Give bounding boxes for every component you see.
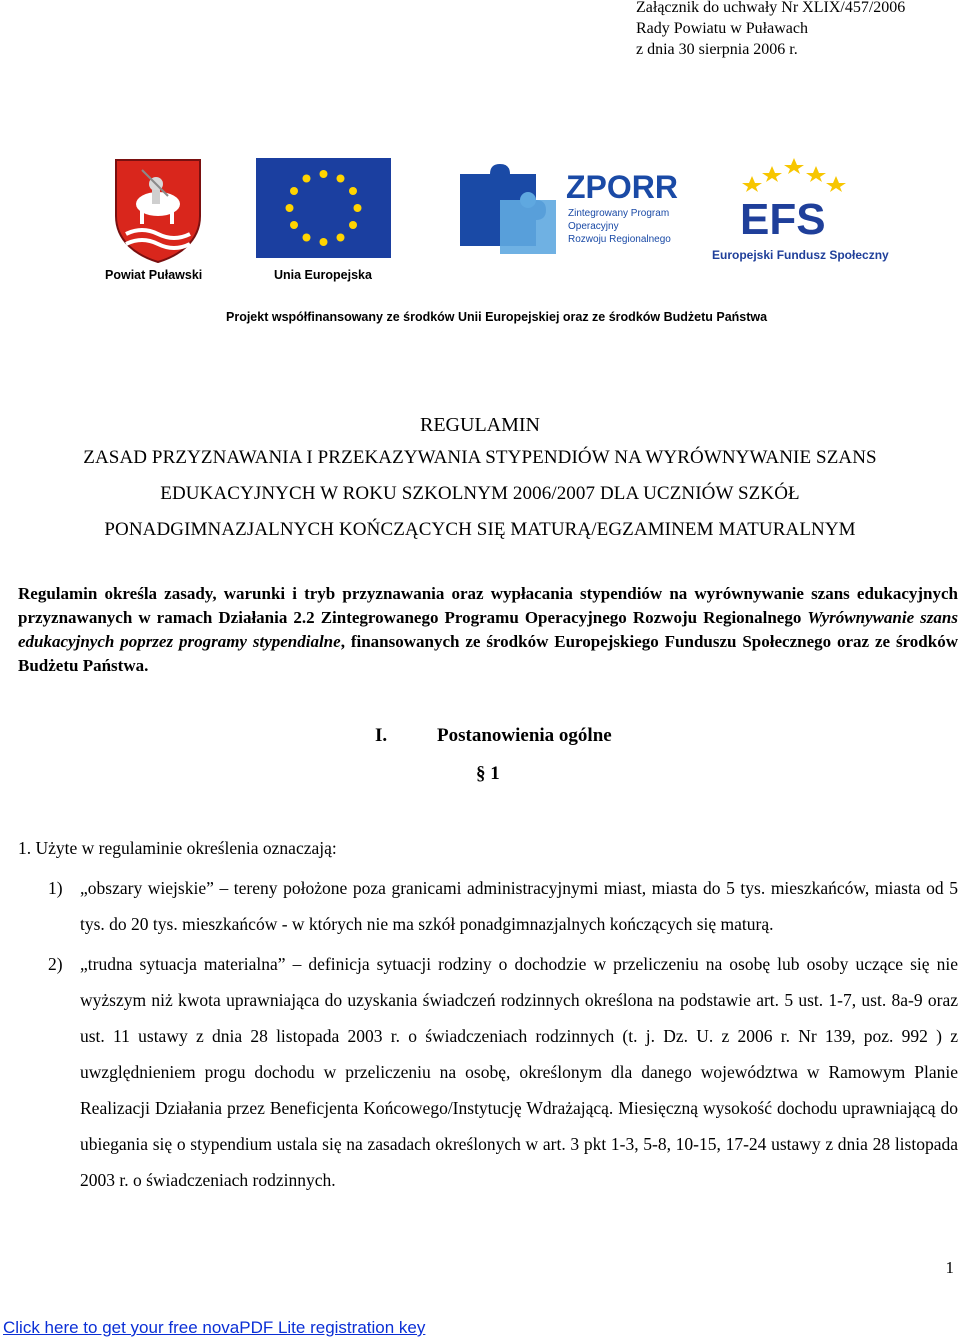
attachment-note-line1: Załącznik do uchwały Nr XLIX/457/2006 [636, 0, 906, 16]
item-term: „obszary wiejskie” [80, 878, 214, 898]
novapdf-registration-link[interactable]: Click here to get your free novaPDF Lite registration key [3, 1318, 426, 1337]
definition-item [18, 946, 958, 1198]
zporr-line1: Zintegrowany Program [568, 208, 670, 219]
zporr-name: ZPORR [566, 169, 678, 205]
zporr-line2: Operacyjny [568, 221, 619, 232]
attachment-note [636, 0, 905, 60]
intro-part1: Regulamin określa zasady, warunki i tryb przyznawania oraz wypłacania stypendiów na wyrównywanie szans edukacyjnych przyznawanych w ramach Działania 2.2 Zintegrowanego Programu Operacyjnego Rozwoju Regionalnego [18, 584, 958, 627]
item-definition: – definicja sytuacji rodziny o dochodzie w przeliczeniu na osobę lub osoby uczące się nie wyższym niż kwota uprawniająca do uzyskania świadczeń rodzinnych określona na podstawie art. 5 ust. 1-7, ust. 8a-9 oraz ust. 11 ustawy z dnia 28 listopada 2003 r. o świadczeniach rodzinnych (t. j. Dz. U. z 2006 r. Nr 139, poz. 992 ) z uwzględnieniem progu dochodu w przeliczeniu na osobę, określonym dla danego województwa w Ramowym Planie Realizacji Działania przez Beneficjenta Końcowego/Instytucję Wdrażającą. Miesięczną wysokość dochodu uprawniającą do ubiegania się o stypendium ustala się na zasadach określonych w art. 3 pkt 1-3, 5-8, 10-15, 17-24 ustawy z dnia 28 listopada 2003 r. o świadczeniach rodzinnych. [80, 954, 958, 1190]
attachment-note-line2: Rady Powiatu w Puławach [636, 20, 808, 37]
item-term: „trudna sytuacja materialna” [80, 954, 286, 974]
cofinancing-note: Projekt współfinansowany ze środków Unii Europejskiej oraz ze środków Budżetu Państwa [226, 310, 768, 324]
section-title: Postanowienia ogólne [437, 725, 612, 746]
efs-caption: Europejski Fundusz Społeczny [712, 248, 889, 262]
title-line2: EDUKACYJNYCH W ROKU SZKOLNYM 2006/2007 DLA UCZNIÓW SZKÓŁ [160, 483, 800, 504]
efs-wordmark [736, 192, 866, 242]
item-marker: 1) [48, 878, 63, 898]
attachment-note-line3: z dnia 30 sierpnia 2006 r. [636, 41, 798, 58]
section-heading [375, 725, 612, 747]
document-title [0, 410, 960, 548]
item-definition: – tereny położone poza granicami administracyjnymi miast, miasta do 5 tys. mieszkańców, miasta od 5 tys. do 20 tys. mieszkańców - w których nie ma szkół ponadgimnazjalnych kończących się maturą. [80, 878, 958, 934]
title-main: REGULAMIN [420, 414, 540, 436]
definitions-lead: 1. Użyte w regulaminie określenia oznaczają: [18, 838, 337, 858]
zporr-puzzle-icon [456, 160, 566, 260]
page-number: 1 [945, 1258, 954, 1277]
section-number: I. [375, 725, 388, 746]
powiat-pulawski-coat-of-arms-icon [112, 156, 204, 264]
efs-name: EFS [740, 195, 826, 242]
eu-caption: Unia Europejska [274, 268, 372, 282]
intro-part2: , finansowanych ze środków Europejskiego Funduszu Społecznego oraz ze środków Budżetu Państwa. [18, 632, 958, 675]
intro-italic: Wyrównywanie szans edukacyjnych poprzez programy stypendialne [18, 608, 958, 651]
efs-stars-icon [740, 156, 850, 192]
intro-paragraph [18, 582, 958, 678]
item-marker: 2) [48, 954, 63, 974]
section-body [18, 836, 958, 1198]
title-line3: PONADGIMNAZJALNYCH KOŃCZĄCYCH SIĘ MATURĄ/EGZAMINEM MATURALNYM [104, 519, 856, 540]
title-line1: ZASAD PRZYZNAWANIA I PRZEKAZYWANIA STYPENDIÓW NA WYRÓWNYWANIE SZANS [83, 447, 877, 468]
definition-item [18, 870, 958, 942]
eu-flag-icon [256, 158, 391, 258]
zporr-line3: Rozwoju Regionalnego [568, 234, 671, 245]
powiat-pulawski-caption: Powiat Puławski [105, 268, 203, 282]
zporr-wordmark [566, 164, 696, 254]
paragraph-sign: § 1 [476, 763, 500, 784]
